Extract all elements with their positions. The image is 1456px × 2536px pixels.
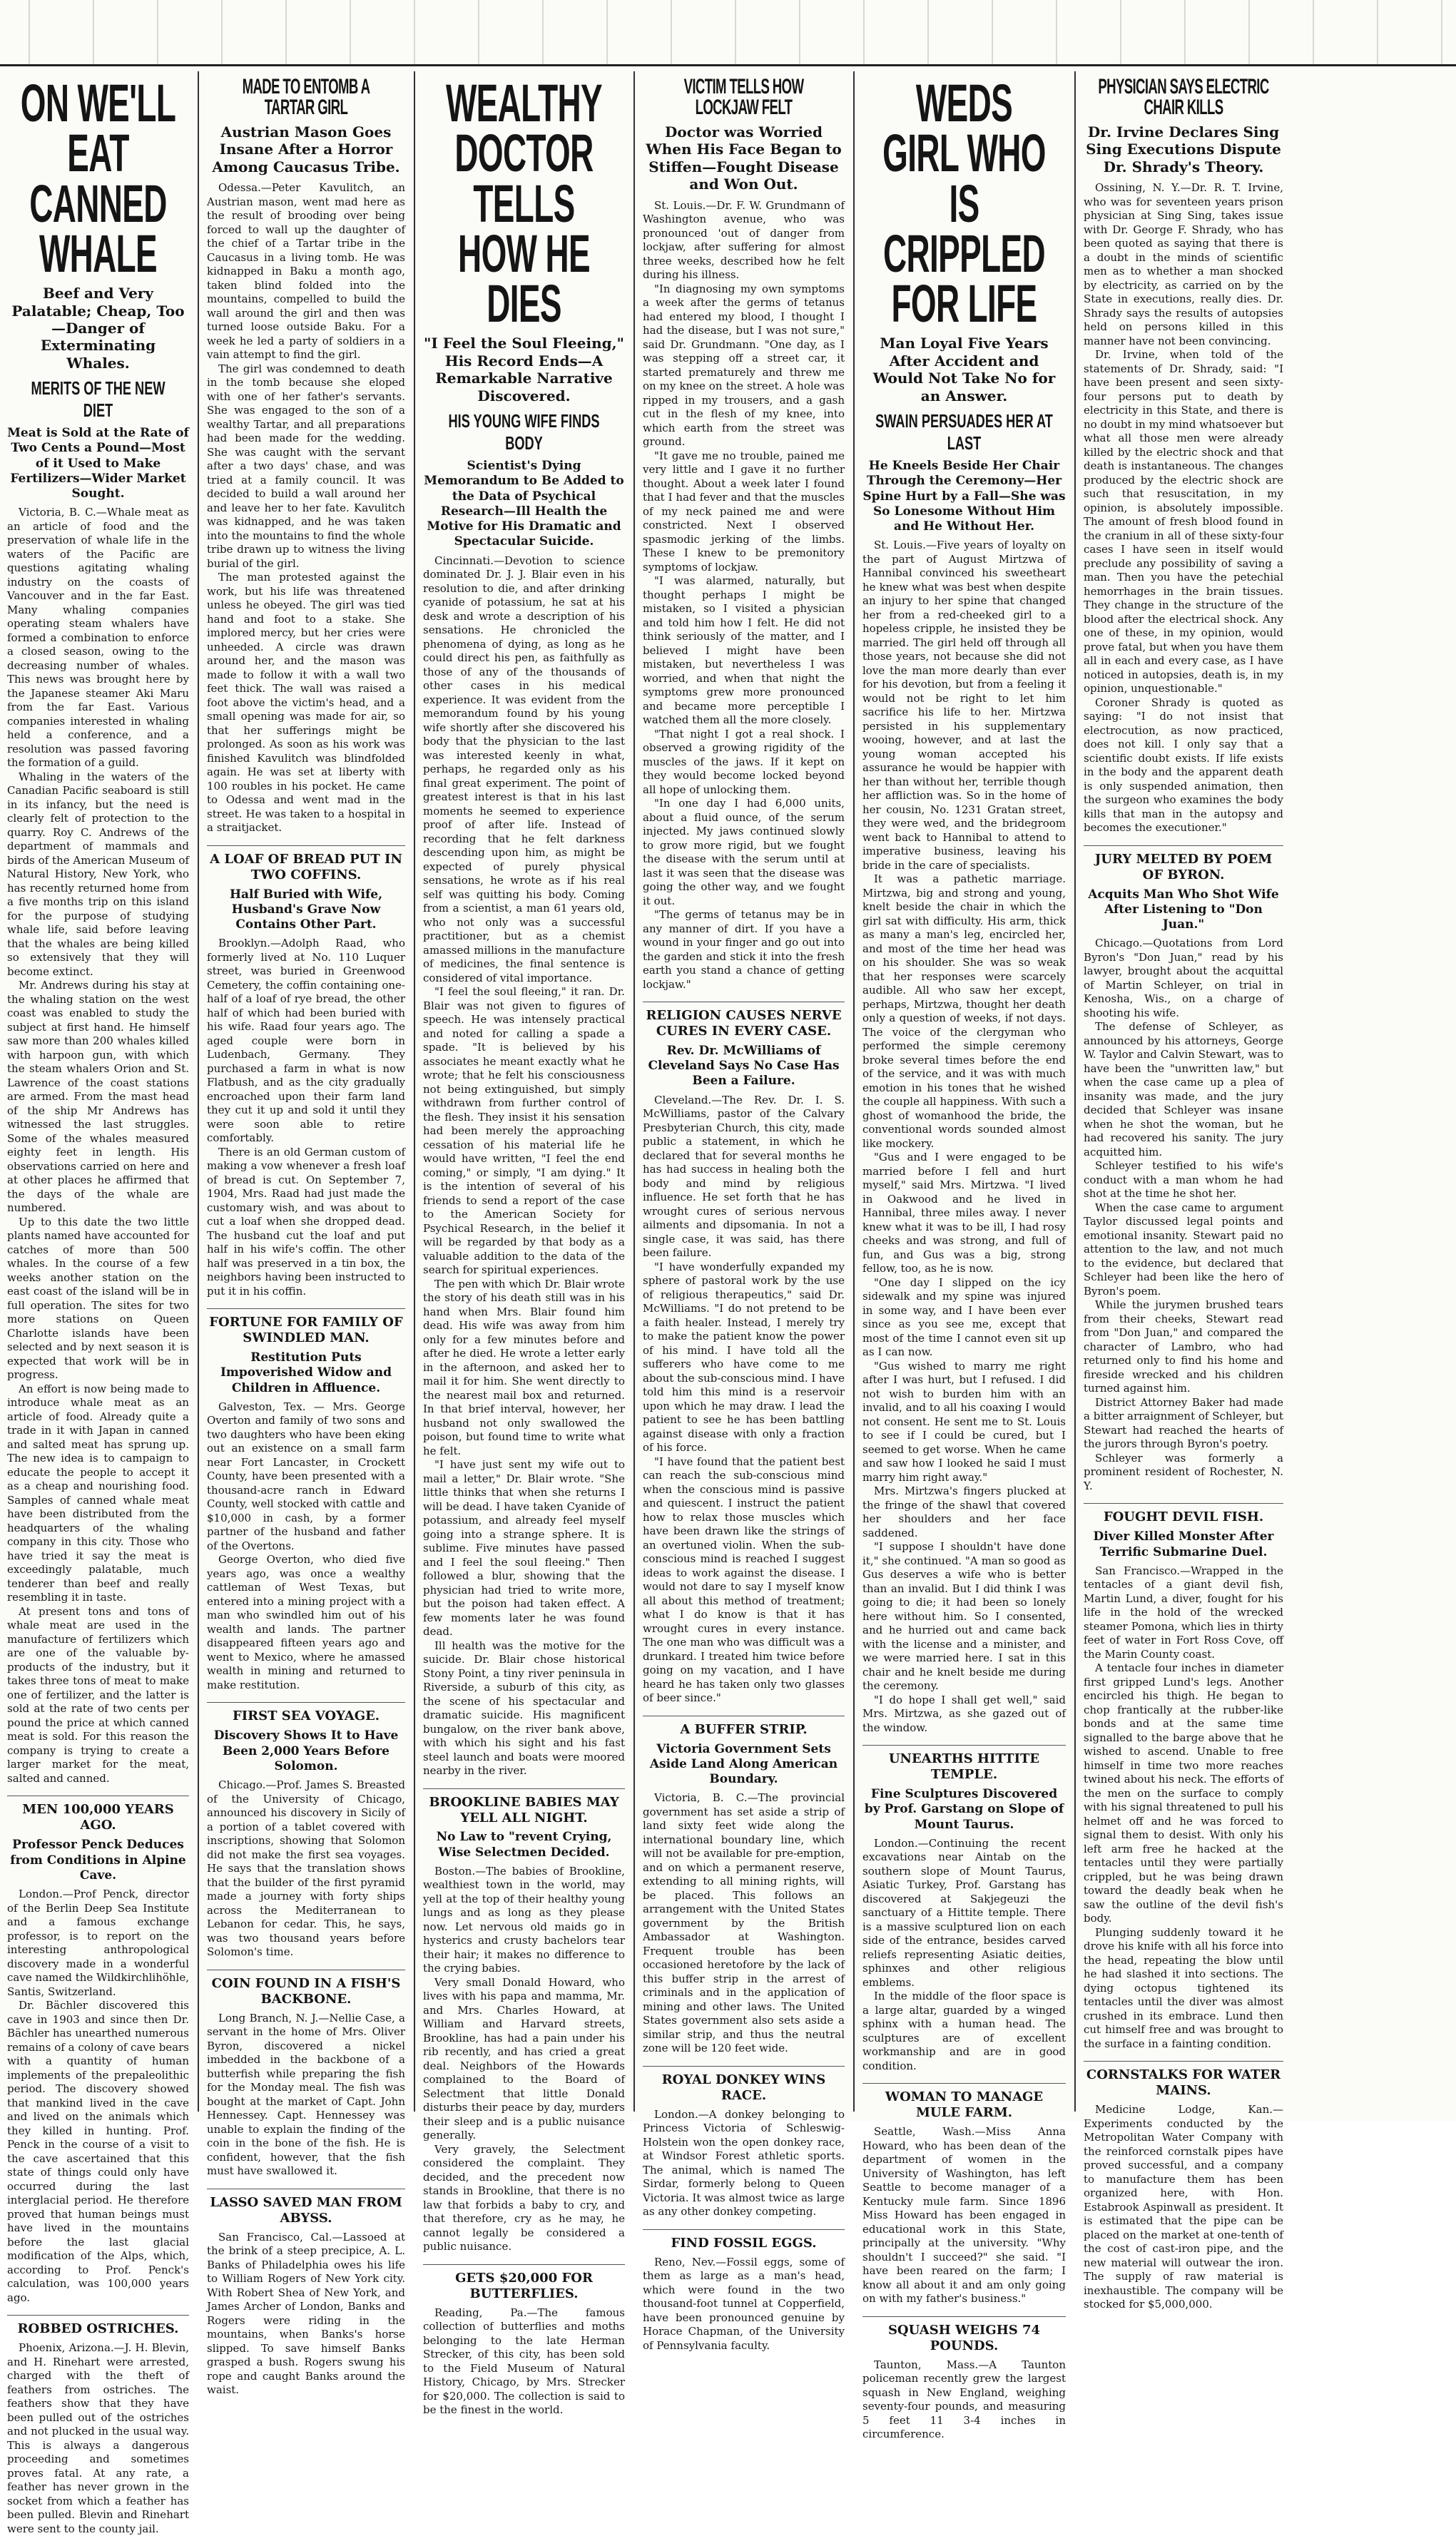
article-paragraph: "The germs of tetanus may be in any manner of dirt. If you have a wound in your finger and go out into the garden and stick it into the fresh earth you stand a chance of getting lockjaw." <box>643 908 845 991</box>
column-headline: WEDS GIRL WHO IS CRIPPLED FOR LIFE <box>882 73 1046 334</box>
story-title: MEN 100,000 YEARS AGO. <box>7 1796 189 1833</box>
story-paragraph: Plunging suddenly toward it he drove his knife with all his force into the head, repeating the blow until he had slashed it into sections. The dying octopus tightened its tentacles until the diver was almost crushed in its embrace. Lund then cut himself free and was brought to the surface in a fainting condition. <box>1084 1925 1283 2050</box>
story-paragraph: Long Branch, N. J.—Nellie Case, a servant in the home of Mrs. Oliver Byron, discovered a nickel imbedded in the backbone of a butterfish while preparing the fish for the Monday meal. The fish was bought at the market of Capt. John Hennessey. Capt. Hennessey was unable to explain the finding of the coin in the bone of the fish. He is confident, however, that the fish must have swallowed it. <box>207 2011 405 2178</box>
story-title: CORNSTALKS FOR WATER MAINS. <box>1084 2061 1283 2099</box>
story-paragraph: Phoenix, Arizona.—J. H. Blevin, and H. Rinehart were arrested, charged with the theft of feathers from ostriches. The feathers show that they have been pulled out of the ostriches and not plucked in the usual way. This is always a dangerous proceeding and sometimes proves fatal. At any rate, a feather has never grown in the socket from which a feather has been pulled. Blevin and Rinehart were sent to the county jail. <box>7 2341 189 2535</box>
column-whale <box>0 71 196 2535</box>
sub-headline: MERITS OF THE NEW DIET <box>31 377 166 422</box>
story-paragraph: Schleyer was formerly a prominent resident of Rochester, N. Y. <box>1084 1451 1283 1492</box>
story-title: UNEARTHS HITTITE TEMPLE. <box>862 1745 1066 1783</box>
article-paragraph: "One day I slipped on the icy sidewalk and my spine was injured in some way, and I have been ever since as you see me, except that most of the time I cannot even sit up as I can now. <box>862 1275 1066 1359</box>
story-paragraph: The defense of Schleyer, as announced by his attorneys, George W. Taylor and Calvin Stewart, was to have been the "unwritten law," but when the case came up a plea of insanity was made, and the jury decided that Schleyer was insane when he shot the woman, but he had recovered his sanity. The jury acquitted him. <box>1084 1020 1283 1158</box>
story-paragraph: London.—Prof Penck, director of the Berlin Deep Sea Institute and a famous exchange professor, is to report on the interesting anthropological discovery made in a wonderful cave named the Wildkirchlihöhle, Santis, Switzerland. <box>7 1888 189 1998</box>
article-paragraph: At present tons and tons of whale meat are used in the manufacture of fertilizers which are one of the valuable by-products of the industry, but it takes three tons of meat to make one of fertilizer, and the latter is sold at the rate of two cents per pound the price at which canned meat is sold. For this reason the company is trying to create a larger market for the meat, salted and canned. <box>7 1604 189 1785</box>
article-paragraph: The pen with which Dr. Blair wrote the story of his death still was in his hand when Mrs. Blair found him dead. His wife was away from him only for a few minutes before and after he died. He wrote a letter early in the afternoon, and asked her to mail it for him. She went directly to the nearest mail box and returned. In that brief interval, however, her husband not only swallowed the poison, but found time to write what he felt. <box>423 1277 625 1457</box>
headline-deck: "I Feel the Soul Fleeing," His Record Ends—A Remarkable Narrative Discovered. <box>424 335 624 404</box>
story-title: WOMAN TO MANAGE MULE FARM. <box>862 2083 1066 2121</box>
sub-deck: Scientist's Dying Memorandum to Be Added to the Data of Psychical Research—Ill Health the Motive for His Dramatic and Spectacular Suicide. <box>424 459 624 549</box>
article-paragraph: "In diagnosing my own symptoms a week after the germs of tetanus had entered my blood, I thought I had the disease, but I was not sure," said Dr. Grundmann. "One day, as I was stepping off a street car, it started prematurely and threw me on my knee on the street. A hole was ripped in my trousers, and a gash cut in the flesh of my knee, into which earth from the street was ground. <box>643 282 845 449</box>
column-headline: MADE TO ENTOMB A TARTAR GIRL <box>242 75 370 119</box>
column-rule <box>633 71 635 2112</box>
article-paragraph: An effort is now being made to introduce whale meat as an article of food. Already quite a trade in it with Japan in canned and salted meat has sprung up. The new idea is to campaign to educate the people to accept it as a cheap and nourishing food. Samples of canned whale meat have been distributed from the headquarters of the whaling company in this city. Those who have tried it say the meat is exceedingly palatable, much tenderer than beef and really resembling it in taste. <box>7 1382 189 1604</box>
column-rule <box>198 71 199 2112</box>
article-paragraph: Cincinnati.—Devotion to science dominated Dr. J. J. Blair even in his resolution to die, and after drinking cyanide of potassium, he sat at his desk and wrote a description of his sensations. He chronicled the phenomena of dying, as long as he could direct his pen, as faithfully as those of any of the thousands of other cases in his medical experience. It was evident from the memorandum found by his young wife shortly after she discovered his body that the physician to the last was interested keenly in what, perhaps, he regarded only as his final great experiment. The point of greatest interest is that in his last moments he seemed to experience proof of after life. Instead of recording that he felt darkness descending upon him, as might be expected of purely physical sensations, he wrote as if his real self was quitting his body. Coming from a scientist, a man 61 years old, who not only was a successful practitioner, but as a chemist amassed millions in the manufacture of medicines, the final sentence is considered of vital importance. <box>423 554 625 984</box>
article-paragraph: "I have just sent my wife out to mail a letter," Dr. Blair wrote. "She little thinks that when she returns I will be dead. I have taken Cyanide of potassium, and already feel myself going into a strange sphere. It is sublime. Five minutes have passed and I feel the soul fleeing." Then followed a blur, showing that the physician had tried to write more, but the poison had taken effect. A few moments later he was found dead. <box>423 1458 625 1639</box>
article-paragraph: "That night I got a real shock. I observed a growing rigidity of the muscles of the jaws. If it kept on they would become locked beyond all hope of unlocking them. <box>643 727 845 796</box>
article-paragraph: "I was alarmed, naturally, but thought perhaps I might be mistaken, so I visited a physician and told him how I felt. He did not think seriously of the matter, and I believed I might have been mistaken, but nevertheless I was worried, and when that night the symptoms grew more pronounced and became more perceptible I watched them all the more closely. <box>643 574 845 727</box>
story-title: FOUGHT DEVIL FISH. <box>1084 1503 1283 1525</box>
headline-deck: Austrian Mason Goes Insane After a Horror Among Caucasus Tribe. <box>212 123 400 175</box>
story-paragraph: Medicine Lodge, Kan.—Experiments conducted by the Metropolitan Water Company with the reinforced cornstalk pipes have proved successful, and a company to manufacture them has been organized here, with Hon. Estabrook Aspinwall as president. It is estimated that the pipe can be placed on the market at one-tenth of the cost of cast-iron pipe, and the new material will outwear the iron. The supply of raw material is inexhaustible. The company will be stocked for $5,000,000. <box>1084 2103 1283 2311</box>
story-paragraph: Reading, Pa.—The famous collection of butterflies and moths belonging to the late Herman Strecker, of this city, has been sold to the Field Museum of Natural History, Chicago, by Mrs. Strecker for $20,000. The collection is said to be the finest in the world. <box>423 2306 625 2417</box>
story-deck: Discovery Shows It to Have Been 2,000 Years Before Solomon. <box>213 1728 399 1773</box>
article-paragraph: Mr. Andrews during his stay at the whaling station on the west coast was enabled to study the subject at first hand. He himself saw more than 200 whales killed with harpoon gun, with which the steam whalers Orion and St. Lawrence of the coast stations are armed. From the mast head of the ship Mr Andrews has witnessed the last struggles. Some of the whales measured eighty feet in length. His observations carried on here and at other places he affirmed that the days of the whale are numbered. <box>7 979 189 1215</box>
story-paragraph: Seattle, Wash.—Miss Anna Howard, who has been dean of the department of women in the University of Washington, has left Seattle to become manager of a Kentucky mule farm. Since 1896 Miss Howard has been engaged in educational work in this State, principally at the university. "Why shouldn't I succeed?" she said. "I have been reared on the farm; I know all about it and am only going on with my father's business." <box>862 2125 1066 2306</box>
headline-deck: Dr. Irvine Declares Sing Sing Executions Dispute Dr. Shrady's Theory. <box>1086 123 1281 175</box>
article-paragraph: The man protested against the work, but his life was threatened unless he obeyed. The girl was tied hand and foot to a stake. She implored mercy, but her cries were unheeded. A circle was drawn around her, and the mason was made to follow it with a wall two feet thick. The wall was raised a foot above the victim's head, and a small opening was made for air, so that her sufferings might be prolonged. As soon as his work was finished Kavulitch was blindfolded again. He was set at liberty with 100 roubles in his pocket. He came to Odessa and went mad in the street. He was taken to a hospital in a straitjacket. <box>207 571 405 835</box>
story-deck: Half Buried with Wife, Husband's Grave Now Contains Other Part. <box>229 887 383 932</box>
article-paragraph: Ossining, N. Y.—Dr. R. T. Irvine, who was for seventeen years prison physician at Sing Sing, takes issue with Dr. George F. Shrady, who has been quoted as saying that there is a doubt in the minds of scientific men as to whether a man shocked by electricity, as carried on by the State in executions, really dies. Dr. Shrady says the results of autopsies held on persons killed in this manner have not been convincing. <box>1084 181 1283 347</box>
story-title: FORTUNE FOR FAMILY OF SWINDLED MAN. <box>207 1308 405 1346</box>
article-paragraph: St. Louis.—Dr. F. W. Grundmann of Washington avenue, who was pronounced 'out of danger from lockjaw, after suffering for almost three weeks, described how he felt during his illness. <box>643 198 845 282</box>
column-rule <box>1074 71 1076 2112</box>
article-paragraph: Mrs. Mirtzwa's fingers plucked at the fringe of the shawl that covered her shoulders and her face saddened. <box>862 1485 1066 1539</box>
story-paragraph: Dr. Bächler discovered this cave in 1903 and since then Dr. Bächler has unearthed numerous remains of a colony of cave bears with a quantity of human implements of the prepaleolithic period. The discovery showed that mankind lived in the cave and lived on the animals which they killed in hunting. Prof. Penck in the course of a visit to the cave ascertained that this state of things could only have occurred during the last interglacial period. He therefore proved that human beings must have lived in the mountains before the last glacial modification of the Alps, which, according to Prof. Penck's calculation, was 100,000 years ago. <box>7 1999 189 2304</box>
story-title: RELIGION CAUSES NERVE CURES IN EVERY CASE. <box>643 1002 845 1039</box>
story-title: A BUFFER STRIP. <box>643 1716 845 1738</box>
story-paragraph: Chicago.—Quotations from Lord Byron's "Don Juan," read by his lawyer, brought about the acquittal of Martin Schleyer, on trial in Kenosha, Wis., on a charge of shooting his wife. <box>1084 937 1283 1019</box>
article-paragraph: "Gus and I were engaged to be married before I fell and hurt myself," said Mrs. Mirtzwa. "I lived in Oakwood and he lived in Hannibal, three miles away. I never knew what it was to be ill, I had rosy cheeks and was strong, and full of fun, and Gus was a big, strong fellow, too, as he is now. <box>862 1151 1066 1275</box>
sub-deck: Meat is Sold at the Rate of Two Cents a Pound—Most of it Used to Make Fertilizers—Wider Market Sought. <box>7 426 189 501</box>
article-paragraph: Dr. Irvine, when told of the statements of Dr. Shrady, said: "I have been present and seen sixty-four persons put to death by electricity in this State, and there is no doubt in my mind whatsoever but what all those men were already killed by the electric shock and that death is instantaneous. The changes produced by the electric shock are such that resuscitation, in my opinion, is absolutely impossible. The amount of fresh blood found in the cranium in all of these sixty-four cases I have seen in itself would preclude any possibility of saving a man. Then you have the petechial hemorrhages in the brain tissues. They change in the structure of the blood after the electrical shock. Any one of these, in my opinion, would prove fatal, but when you have them all in each and every case, as I have noticed in autopsies, death is, in my opinion, unquestionable." <box>1084 348 1283 696</box>
column-headline: PHYSICIAN SAYS ELECTRIC CHAIR KILLS <box>1098 75 1269 119</box>
story-paragraph: A tentacle four inches in diameter first gripped Lund's legs. Another encircled his thigh. He began to chop frantically at the rubber-like bonds and at the same time signalled to the barge above that he wished to ascend. Unable to free himself in time two more reaches twined about his neck. The efforts of the men on the surface to comply with his signal threatened to pull his helmet off and he was forced to signal them to desist. With only his left arm free he hacked at the tentacles until they were partially crippled, but he was being drawn toward the deadly beak when he saw the outline of the devil fish's body. <box>1084 1661 1283 1925</box>
story-title: SQUASH WEIGHS 74 POUNDS. <box>862 2316 1066 2354</box>
story-paragraph: Schleyer testified to his wife's conduct with a man whom he had shot at the time he shot her. <box>1084 1159 1283 1201</box>
story-paragraph: In the middle of the floor space is a large altar, guarded by a winged sphinx with a human head. The sculptures are of excellent workmanship and are in good condition. <box>862 1990 1066 2072</box>
story-paragraph: Taunton, Mass.—A Taunton policeman recently grew the largest squash in New England, weighing seventy-four pounds, and measuring 5 feet 11 3-4 inches in circumference. <box>862 2358 1066 2441</box>
article-paragraph: St. Louis.—Five years of loyalty on the part of August Mirtzwa of Hannibal convinced his sweetheart he knew what was best when despite an injury to her spine that changed her from a red-cheeked girl to a hopeless cripple, he insisted they be married. The girl held off through all those years, not because she did not love the man more dearly than ever for his devotion, but from a feeling it would not be right to let him sacrifice his life to her. Mirtzwa persisted in his supplementary wooing, however, and at last the young woman accepted his assurance he would be happier with her than without her, terrible though her affliction was. So in the home of her cousin, No. 1231 Gratan street, they were wed, and the bridegroom went back to Hannibal to attend to imperative business, leaving his bride in the care of specialists. <box>862 539 1066 872</box>
story-title: FIRST SEA VOYAGE. <box>207 1702 405 1724</box>
story-title: BROOKLINE BABIES MAY YELL ALL NIGHT. <box>423 1788 625 1826</box>
column-electric-chair <box>1076 71 1290 2311</box>
story-paragraph: Galveston, Tex. — Mrs. George Overton and family of two sons and two daughters who have been eking out an existence on a small farm near Fort Lancaster, in Crockett County, have been presented with a thousand-acre ranch in Edward County, well stocked with cattle and $10,000 in cash, by a former partner of the husband and father of the Overtons. <box>207 1400 405 1552</box>
sub-deck: He Kneels Beside Her Chair Through the Ceremony—Her Spine Hurt by a Fall—She was So Lonesome Without Him and He Without Her. <box>862 459 1066 534</box>
story-paragraph: Brooklyn.—Adolph Raad, who formerly lived at No. 110 Luquer street, was buried in Greenwood Cemetery, the coffin containing one-half of a loaf of rye bread, the other half of which had been buried with his wife. Raad four years ago. The aged couple were born in Ludenbach, Germany. They purchased a farm in what is now Flatbush, and as the city gradually encroached upon their farm land they cut it up and sold it until they were soon able to retire comfortably. <box>207 937 405 1145</box>
story-paragraph: Boston.—The babies of Brookline, wealthiest town in the world, may yell at the top of their healthy young lungs and as long as they please now. Let nervous old maids go in hysterics and crusty bachelors tear their hair; it makes no difference to the crying babies. <box>423 1864 625 1975</box>
story-deck: Restitution Puts Impoverished Widow and Children in Affluence. <box>220 1350 392 1395</box>
story-paragraph: District Attorney Baker had made a bitter arraignment of Schleyer, but Stewart had reached the hearts of the jurors through Byron's poetry. <box>1084 1395 1283 1451</box>
story-paragraph: George Overton, who died five years ago, was once a wealthy cattleman of West Texas, but entered into a mining project with a man who swindled him out of his wealth and lands. The partner disappeared fifteen years ago and went to Mexico, where he amassed wealth in mining and returned to make restitution. <box>207 1553 405 1691</box>
story-title: COIN FOUND IN A FISH'S BACKBONE. <box>207 1970 405 2007</box>
article-paragraph: "I suppose I shouldn't have done it," she continued. "A man so good as Gus deserves a wife who is better than an invalid. But I did think I was going to die; it had been so lonely here without him. So I consented, and he hurried out and came back with the license and a minister, and we were married here. I sat in this chair and he knelt beside me during the ceremony. <box>862 1540 1066 1693</box>
story-deck: Professor Penck Deduces from Conditions in Alpine Cave. <box>10 1838 186 1883</box>
story-paragraph: San Francisco.—Wrapped in the tentacles of a giant devil fish, Martin Lund, a diver, fought for his life in the hold of the wrecked steamer Pomona, which lies in thirty feet of water in Fort Ross Cove, off the Marin County coast. <box>1084 1564 1283 1661</box>
story-paragraph: Reno, Nev.—Fossil eggs, some of them as large as a man's head, which were found in the two thousand-foot tunnel at Copperfield, have been pronounced genuine by Horace Chapman, of the University of Pennsylvania faculty. <box>643 2255 845 2352</box>
headline-deck: Man Loyal Five Years After Accident and Would Not Take No for an Answer. <box>872 335 1056 404</box>
column-headline: WEALTHY DOCTOR TELLS HOW HE DIES <box>445 73 603 334</box>
article-paragraph: "It gave me no trouble, pained me very little and I gave it no further thought. About a week later I found that I had fever and that the muscles of my neck pained me and were constricted. Next I observed spasmodic jerking of the limbs. These I knew to be premonitory symptoms of lockjaw. <box>643 449 845 574</box>
column-tartar <box>200 71 412 2396</box>
story-title: ROBBED OSTRICHES. <box>7 2315 189 2337</box>
story-title: LASSO SAVED MAN FROM ABYSS. <box>207 2189 405 2226</box>
story-paragraph: London.—Continuing the recent excavations near Aintab on the southern slope of Mount Taurus, Asiatic Turkey, Prof. Garstang has discovered at Sakjegeuzi the sanctuary of a Hittite temple. There is a massive sculptured lion on each side of the entrance, besides carved reliefs representing Asiatic deities, sphinxes and other religious emblems. <box>862 1836 1066 1989</box>
story-deck: No Law to "revent Crying, Wise Selectmen Decided. <box>436 1830 612 1860</box>
story-paragraph: Very gravely, the Selectment considered the complaint. They decided, and the precedent now stands in Brookline, that there is no law that forbids a baby to cry, and that therefore, cry as he may, he cannot legally be considered a public nuisance. <box>423 2142 625 2254</box>
story-paragraph: London.—A donkey belonging to Princess Victoria of Schleswig-Holstein won the open donkey race, at Windsor Forest athletic sports. The animal, which is named The Sirdar, formerly belong to Queen Victoria. It was almost twice as large as any other donkey competing. <box>643 2107 845 2219</box>
article-paragraph: Odessa.—Peter Kavulitch, an Austrian mason, went mad here as the result of brooding over being forced to wall up the daughter of the chief of a Tartar tribe in the Caucasus in a living tomb. He was kidnapped in Baku a month ago, taken blind folded into the mountains, compelled to build the wall around the girl and then was turned loose outside Baku. For a week he led a party of soldiers in a vain attempt to find the girl. <box>207 181 405 362</box>
story-title: ROYAL DONKEY WINS RACE. <box>643 2066 845 2104</box>
column-lockjaw <box>636 71 852 2352</box>
article-paragraph: "In one day I had 6,000 units, about a fluid ounce, of the serum injected. My jaws continued slowly to grow more rigid, but we fought the disease with the serum until at last it was seen that the disease was going the other way, and we fought it out. <box>643 797 845 907</box>
headline-deck: Beef and Very Palatable; Cheap, Too—Danger of Exterminating Whales. <box>11 285 185 372</box>
column-headline: ON WE'LL EAT CANNED WHALE <box>20 73 176 283</box>
story-paragraph: Chicago.—Prof. James S. Breasted of the University of Chicago, announced his discovery in Sicily of a portion of a tablet covered with inscriptions, showing that Solomon did not make the first sea voyages. He says that the translation shows that the builder of the first pyramid made a journey with forty ships across the Mediterranean to Lebanon for cedar. This, he says, was two thousand years before Solomon's time. <box>207 1778 405 1959</box>
article-paragraph: "I do hope I shall get well," said Mrs. Mirtzwa, as she gazed out of the window. <box>862 1693 1066 1734</box>
article-paragraph: Victoria, B. C.—Whale meat as an article of food and the preservation of whale life in the waters of the Pacific are questions agitating whaling industry on the coasts of Vancouver and in the far East. Many whaling companies operating steam whalers have formed a combination to enforce a closed season, owing to the decreasing number of whales. This news was brought here by the Japanese steamer Aki Maru from the far East. Various companies interested in whaling held a conference, and a resolution was passed favoring the formation of a guild. <box>7 506 189 770</box>
column-weds <box>855 71 1073 2441</box>
column-rule <box>853 71 855 2112</box>
article-paragraph: Up to this date the two little plants named have accounted for catches of more than 500 whales. In the course of a few weeks another station on the east coast of the island will be in full operation. The sites for two more stations on Queen Charlotte islands have been selected and by next season it is expected that work will be in progress. <box>7 1215 189 1382</box>
article-paragraph: Coroner Shrady is quoted as saying: "I do not insist that electrocution, as now practiced, does not kill. I only say that a scientific doubt exists. If life exists in the body and the apparent death is only suspended animation, then the surgeon who examines the body kills that man in the autopsy and becomes the executioner." <box>1084 696 1283 835</box>
article-paragraph: Whaling in the waters of the Canadian Pacific seaboard is still in its infancy, but the need is clearly felt of protection to the quarry. Roy C. Andrews of the department of mammals and birds of the American Museum of Natural History, New York, who has recently returned home from a five months trip on this island for the purpose of studying whale life, said before leaving that the whales are being killed so extensively that they will become extinct. <box>7 770 189 978</box>
story-title: A LOAF OF BREAD PUT IN TWO COFFINS. <box>207 845 405 883</box>
article-paragraph: "I feel the soul fleeing," it ran. Dr. Blair was not given to figures of speech. He was intensely practical and noted for calling a spade a spade. "It is believed by his associates he meant exactly what he wrote; that he felt his consciousness not being extinguished, but simply withdrawn from further control of the flesh. They insist it his sensation had been merely the approaching cessation of his material life he would have written, "I feel the end coming," or simply, "I am dying." It is the intention of several of his friends to send a report of the case to the American Society for Psychical Research, in the belief it will be regarded by that body as a valuable addition to the data of the search for spiritual experiences. <box>423 985 625 1277</box>
article-paragraph: It was a pathetic marriage. Mirtzwa, big and strong and young, knelt beside the chair in which the girl sat with difficulty. His arm, thick as many a man's leg, encircled her, and most of the time her head was on his shoulder. She was so weak that her responses were scarcely audible. All who saw her except, perhaps, Mirtzwa, thought her death only a question of weeks, if not days. The voice of the clergyman who performed the simple ceremony broke several times before the end of the service, and it was with much emotion in his tones that he wished the couple all happiness. With such a ghost of womanhood the bride, the conventional words sounded almost like mockery. <box>862 872 1066 1150</box>
story-title: JURY MELTED BY POEM OF BYRON. <box>1084 845 1283 883</box>
story-paragraph: "I have wonderfully expanded my sphere of pastoral work by the use of religious therapeutics," said Dr. McWilliams. "I do not pretend to be a faith healer. Instead, I merely try to make the patient know the power of his mind. I have told all the sufferers who have come to me about the sub-conscious mind. I have told him this mind is a reservoir upon which he may draw. I lead the patient to see he has been battling against disease with only a fraction of his force. <box>643 1260 845 1455</box>
story-paragraph: When the case came to argument Taylor discussed legal points and emotional insanity. Stewart paid no attention to the law, and not much to the evidence, but declared that Schleyer had been like the hero of Byron's poem. <box>1084 1201 1283 1298</box>
column-doctor <box>416 71 632 2417</box>
sub-headline: HIS YOUNG WIFE FINDS BODY <box>448 410 600 454</box>
story-paragraph: "I have found that the patient best can reach the sub-conscious mind when the conscious mind is passive and quiescent. I instruct the patient how to relax those muscles which have been drawn like the strings of an overtuned violin. When the sub-conscious mind is reached I suggest ideas to work against the disease. I would not dare to say I myself know all about this method of treatment; what I do know is that it has wrought cures in every instance. The one man who was difficult was a drunkard. I treated him twice before going on my vacation, and I have heard he has taken only two glasses of beer since." <box>643 1455 845 1705</box>
article-paragraph: Ill health was the motive for the suicide. Dr. Blair chose historical Stony Point, a tiny river peninsula in Riverside, a suburb of this city, as the scene of his spectacular and dramatic suicide. His magnificent bungalow, on the river bank above, with which his sight and his fast steel launch and boats were moored nearby in the river. <box>423 1639 625 1778</box>
article-paragraph: "Gus wished to marry me right after I was hurt, but I refused. I did not wish to burden him with an invalid, and to all his coaxing I would not consent. He sent me to St. Louis to see if I could be cured, but I seemed to get worse. When he came and saw how I looked he said I must marry him right away." <box>862 1359 1066 1484</box>
story-paragraph: Cleveland.—The Rev. Dr. I. S. McWilliams, pastor of the Calvary Presbyterian Church, this city, made public a statement, in which he declared that for several months he has had success in healing both the body and mind by religious influence. He set forth that he has wrought cures of serious nervous ailments and dipsomania. In not a single case, it was said, has there been failure. <box>643 1093 845 1260</box>
story-paragraph: Victoria, B. C.—The provincial government has set aside a strip of land sixty feet wide along the international boundary line, which will not be available for pre-emption, and on which a permanent reserve, extending to all mining rights, will be placed. This follows an arrangement with the United States government by the British Ambassador at Washington. Frequent trouble has been occasioned heretofore by the lack of this buffer strip in the arrest of criminals and in the application of mining and other laws. The United States government also sets aside a similar strip, and thus the neutral zone will be 120 feet wide. <box>643 1791 845 2055</box>
story-title: GETS $20,000 FOR BUTTERFLIES. <box>423 2264 625 2302</box>
top-margin-strip <box>0 0 1456 66</box>
story-paragraph: Very small Donald Howard, who lives with his papa and mamma, Mr. and Mrs. Charles Howard, at William and Harvard streets, Brookline, has had a pain under his rib recently, and has cried a great deal. Neighbors of the Howards complained to the Board of Selectment that little Donald disturbs their peace by day, murders their sleep and is a public nuisance generally. <box>423 1975 625 2142</box>
story-paragraph: San Francisco, Cal.—Lassoed at the brink of a steep precipice, A. L. Banks of Philadelphia owes his life to William Rogers of New York city. With Robert Shea of New York, and James Archer of London, Banks and Rogers were riding in the mountains, when Banks's horse slipped. To save himself Banks grasped a bush. Rogers swung his rope and caught Banks around the waist. <box>207 2230 405 2396</box>
story-deck: Acquits Man Who Shot Wife After Listening to "Don Juan." <box>1088 887 1279 932</box>
story-paragraph: There is an old German custom of making a vow whenever a fresh loaf of bread is cut. On September 7, 1904, Mrs. Raad had just made the customary wish, and was about to cut a loaf when she dropped dead. The husband cut the loaf and put half in his wife's coffin. The other half was preserved in a tin box, the neighbors having been instructed to put it in his coffin. <box>207 1145 405 1298</box>
headline-deck: Doctor was Worried When His Face Began to Stiffen—Fought Disease and Won Out. <box>646 123 842 193</box>
story-title: FIND FOSSIL EGGS. <box>643 2229 845 2251</box>
column-headline: VICTIM TELLS HOW LOCKJAW FELT <box>683 75 804 119</box>
story-paragraph: While the jurymen brushed tears from their cheeks, Stewart read from "Don Juan," and compared the character of Lambro, who had returned only to find his home and fireside wrecked and his children turned against him. <box>1084 1298 1283 1395</box>
story-deck: Fine Sculptures Discovered by Prof. Garstang on Slope of Mount Taurus. <box>864 1787 1064 1832</box>
story-deck: Rev. Dr. McWilliams of Cleveland Says No Case Has Been a Failure. <box>648 1043 840 1089</box>
story-deck: Diver Killed Monster After Terrific Submarine Duel. <box>1093 1529 1274 1559</box>
article-paragraph: The girl was condemned to death in the tomb because she eloped with one of her father's servants. She was engaged to the son of a wealthy Tartar, and all preparations had been made for the wedding. She was caught with the servant after a two days' chase, and was tried at a family council. It was decided to build a wall around her and leave her to her fate. Kavulitch was kidnapped, and he was taken into the mountains to find the whole tribe drawn up to witness the living burial of the girl. <box>207 362 405 570</box>
sub-headline: SWAIN PERSUADES HER AT LAST <box>875 410 1053 454</box>
story-deck: Victoria Government Sets Aside Land Along American Boundary. <box>649 1741 838 1787</box>
column-rule <box>414 71 415 2112</box>
